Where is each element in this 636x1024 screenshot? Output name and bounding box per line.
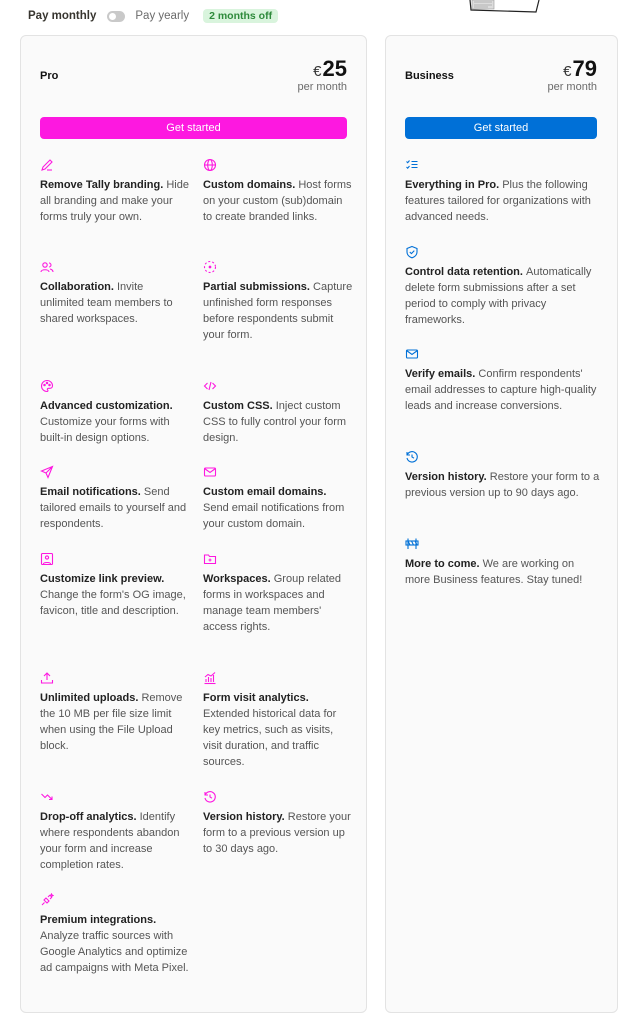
feature-item xyxy=(40,465,190,532)
price-amount: 79 xyxy=(572,56,597,81)
feature-desc: Automatically delete form submissions after a set period to comply with privacy frameworks. xyxy=(405,266,592,326)
feature-desc: Hide all branding and make your forms truly your own. xyxy=(40,179,189,223)
doodle-illustration xyxy=(468,0,542,14)
feature-item xyxy=(40,379,190,446)
business-get-started-button[interactable]: Get started xyxy=(405,117,597,139)
business-plan-card xyxy=(385,35,618,1013)
feature-desc: Inject custom CSS to fully control your form design. xyxy=(203,400,347,444)
feature-item xyxy=(203,158,353,225)
feature-item xyxy=(40,552,190,619)
folder-icon xyxy=(203,552,217,566)
shield-icon xyxy=(405,245,419,259)
feature-item xyxy=(203,552,353,635)
plan-price xyxy=(547,56,597,93)
feature-desc: Send tailored emails to yourself and respondents. xyxy=(40,486,187,530)
feature-desc: Host forms on your custom (sub)domain to create branded links. xyxy=(203,179,352,223)
feature-item xyxy=(203,379,353,446)
feature-desc: Restore your form to a previous version up to 90 days ago. xyxy=(405,471,600,499)
feature-desc: We are working on more Business features. Stay tuned! xyxy=(405,558,583,586)
users-icon xyxy=(40,260,54,274)
feature-desc: Change the form's OG image, favicon, title and description. xyxy=(40,589,186,617)
feature-desc: Customize your forms with built-in design options. xyxy=(40,416,170,444)
billing-toggle xyxy=(28,9,278,23)
feature-title: Form visit analytics. xyxy=(203,692,309,704)
history-icon xyxy=(203,790,217,804)
pay-yearly-label[interactable]: Pay yearly xyxy=(135,10,190,22)
roadblock-icon xyxy=(405,537,419,551)
image-icon xyxy=(40,552,54,566)
feature-title: Drop-off analytics. xyxy=(40,811,140,823)
feature-title: Collaboration. xyxy=(40,281,117,293)
feature-desc: Extended historical data for key metrics, such as visits, visit duration, and traffic sources. xyxy=(203,708,337,768)
price-period: per month xyxy=(547,81,597,93)
feature-desc: Group related forms in workspaces and manage team members' access rights. xyxy=(203,573,341,633)
feature-title: Partial submissions. xyxy=(203,281,314,293)
feature-item xyxy=(203,790,353,857)
feature-title: Premium integrations. xyxy=(40,914,157,926)
feature-title: Version history. xyxy=(405,471,490,483)
price-currency: € xyxy=(313,63,322,80)
feature-item xyxy=(203,465,353,532)
feature-desc: Invite unlimited team members to shared workspaces. xyxy=(40,281,173,325)
upload-icon xyxy=(40,671,54,685)
feature-item xyxy=(40,893,190,976)
mail-icon xyxy=(203,465,217,479)
feature-item xyxy=(405,537,601,588)
trend-down-icon xyxy=(40,790,54,804)
feature-title: Version history. xyxy=(203,811,288,823)
feature-title: Unlimited uploads. xyxy=(40,692,142,704)
feature-item xyxy=(405,158,601,225)
price-amount: 25 xyxy=(322,56,347,81)
globe-icon xyxy=(203,158,217,172)
feature-title: Custom CSS. xyxy=(203,400,276,412)
feature-title: Verify emails. xyxy=(405,368,479,380)
feature-item xyxy=(405,450,601,501)
feature-title: More to come. xyxy=(405,558,483,570)
dashed-circle-icon xyxy=(203,260,217,274)
feature-title: Custom domains. xyxy=(203,179,299,191)
billing-period-switch[interactable] xyxy=(107,11,125,22)
send-icon xyxy=(40,465,54,479)
feature-desc: Restore your form to a previous version up to 30 days ago. xyxy=(203,811,351,855)
feature-title: Everything in Pro. xyxy=(405,179,503,191)
feature-title: Remove Tally branding. xyxy=(40,179,167,191)
pen-icon xyxy=(40,158,54,172)
feature-desc: Analyze traffic sources with Google Analytics and optimize ad campaigns with Meta Pixel. xyxy=(40,930,189,974)
feature-item xyxy=(40,671,190,754)
feature-item xyxy=(203,671,353,770)
feature-item xyxy=(405,245,601,328)
discount-badge: 2 months off xyxy=(203,9,278,23)
price-period: per month xyxy=(297,81,347,93)
code-icon xyxy=(203,379,217,393)
feature-desc: Plus the following features tailored for organizations with advanced needs. xyxy=(405,179,591,223)
feature-title: Control data retention. xyxy=(405,266,526,278)
feature-item xyxy=(203,260,353,343)
checklist-icon xyxy=(405,158,419,172)
feature-title: Advanced customization. xyxy=(40,400,173,412)
plug-icon xyxy=(40,893,54,907)
history-icon xyxy=(405,450,419,464)
palette-icon xyxy=(40,379,54,393)
chart-icon xyxy=(203,671,217,685)
feature-item xyxy=(40,158,190,225)
pro-get-started-button[interactable]: Get started xyxy=(40,117,347,139)
price-currency: € xyxy=(563,63,572,80)
feature-title: Workspaces. xyxy=(203,573,274,585)
plan-name: Business xyxy=(405,70,454,82)
feature-item xyxy=(40,260,190,327)
plan-name: Pro xyxy=(40,70,59,82)
feature-desc: Send email notifications from your custom domain. xyxy=(203,502,345,530)
feature-title: Email notifications. xyxy=(40,486,144,498)
pay-monthly-label[interactable]: Pay monthly xyxy=(28,10,97,22)
plan-price xyxy=(297,56,347,93)
feature-title: Customize link preview. xyxy=(40,573,165,585)
feature-title: Custom email domains. xyxy=(203,486,327,498)
feature-desc: Identify where respondents abandon your form and increase completion rates. xyxy=(40,811,180,871)
pro-plan-card xyxy=(20,35,367,1013)
feature-item xyxy=(405,347,601,414)
feature-item xyxy=(40,790,190,873)
mail-icon xyxy=(405,347,419,361)
feature-desc: Confirm respondents' email addresses to capture high-quality leads and increase conversions. xyxy=(405,368,597,412)
feature-desc: Capture unfinished form responses before respondents submit your form. xyxy=(203,281,353,341)
feature-desc: Remove the 10 MB per file size limit when using the File Upload block. xyxy=(40,692,183,752)
